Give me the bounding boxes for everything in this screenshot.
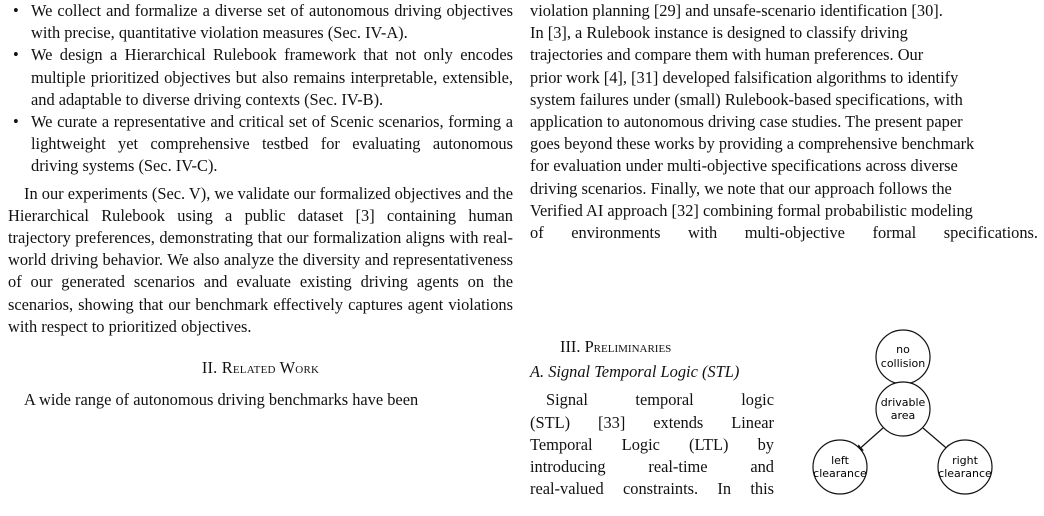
- svg-text:no: no: [896, 343, 910, 356]
- text-line: Verified AI approach [32] combining formal probabilistic modeling: [530, 200, 973, 220]
- text-line: Signal temporal logic: [546, 390, 774, 410]
- text-line: (STL) [33] extends Linear: [530, 412, 774, 432]
- node-right-clearance: [938, 440, 992, 494]
- svg-text:right: right: [952, 454, 978, 467]
- text-line: system failures under (small) Rulebook-based specifications, with: [530, 89, 963, 109]
- left-column: [8, 0, 513, 411]
- text-line: for evaluation under multi-objective specifications across diverse: [530, 156, 958, 176]
- text-line: driving scenarios. Finally, we note that our approach follows the: [530, 178, 952, 198]
- text-line: Temporal Logic (LTL) by: [530, 434, 774, 454]
- text-line: of environments with multi-objective formal specifications.: [530, 223, 1038, 243]
- node-no-collision: [876, 330, 930, 384]
- text-line: introducing real-time and: [530, 457, 774, 477]
- section-2-title: II. Related Work: [201, 358, 320, 378]
- contribution-bullet-2: • We design a Hierarchical Rulebook framework that not only encodes multiple prioritized objectives but also remains interpretable, extensible, and adaptable to diverse driving contexts (Sec. IV-B).: [8, 44, 513, 111]
- section-3-title: III. Preliminaries: [560, 337, 672, 356]
- contribution-bullet-3: • We curate a representative and critical set of Scenic scenarios, forming a lightweight yet comprehensive testbed for evaluating autonomous driving systems (Sec. IV-C).: [8, 111, 513, 178]
- text-line: real-valued constraints. In this: [530, 479, 774, 499]
- preliminaries-section: [530, 336, 774, 500]
- svg-text:clearance: clearance: [938, 467, 992, 480]
- text-line: prior work [4], [31] developed falsification algorithms to identify: [530, 67, 959, 87]
- text-line: goes beyond these works by providing a comprehensive benchmark: [530, 134, 975, 154]
- svg-text:clearance: clearance: [813, 467, 867, 480]
- text-line: application to autonomous driving case studies. The present paper: [530, 112, 963, 132]
- stl-paragraph: [530, 389, 774, 500]
- section-2-paragraph: A wide range of autonomous driving benchmarks have been: [24, 390, 419, 410]
- subsection-a-title: A. Signal Temporal Logic (STL): [530, 362, 740, 382]
- rulebook-diagram: [800, 324, 1000, 514]
- svg-text:area: area: [890, 409, 916, 422]
- svg-text:collision: collision: [880, 357, 926, 370]
- text-line: In [3], a Rulebook instance is designed to classify driving: [530, 23, 908, 43]
- node-drivable-area: [876, 382, 930, 436]
- contribution-bullet-1: • We collect and formalize a diverse set of autonomous driving objectives with precise, quantitative violation measures (Sec. IV-A).: [8, 0, 513, 44]
- right-column-paragraph: [530, 0, 1038, 244]
- text-line: violation planning [29] and unsafe-scenario identification [30].: [530, 1, 943, 20]
- text-line: trajectories and compare them with human preferences. Our: [530, 45, 924, 65]
- svg-text:drivable: drivable: [880, 396, 926, 409]
- node-left-clearance: [813, 440, 867, 494]
- svg-text:left: left: [831, 454, 849, 467]
- experiments-paragraph: In our experiments (Sec. V), we validate our formalized objectives and the Hierarchical Rulebook using a public dataset [3] containing human trajectory preferences, demonstrating that our formalization aligns with real-world driving behavior. We also analyze the diversity and representativeness of our generated scenarios and evaluate existing driving agents on the scenarios, showing that our benchmark effectively captures agent violations with respect to prioritized objectives.: [8, 183, 513, 336]
